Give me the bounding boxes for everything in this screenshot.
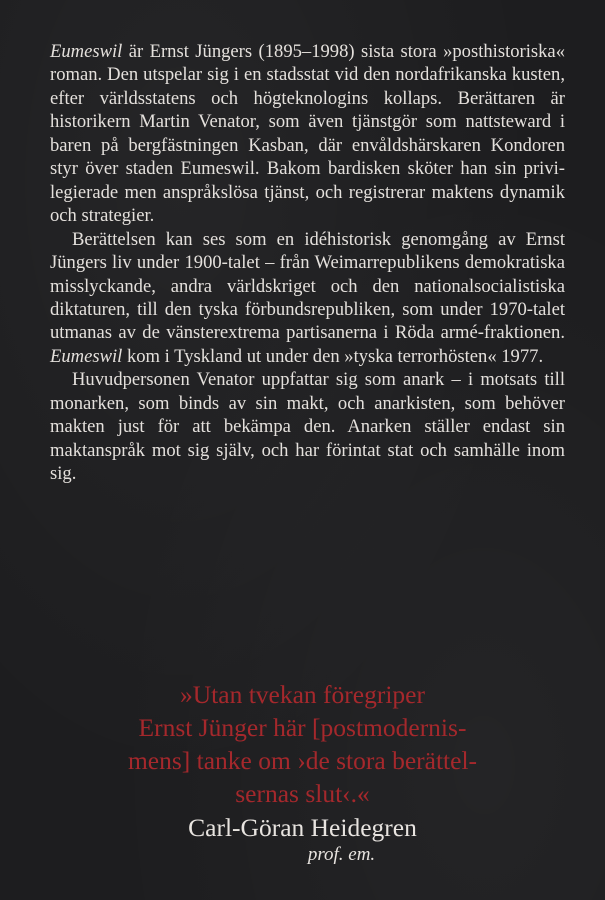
blurb-paragraph-2-tail: kom i Tyskland ut under den »tyska terrorhösten« 1977. <box>122 345 544 367</box>
blurb-paragraph-2 <box>50 228 565 369</box>
blurb-paragraph-1 <box>50 40 565 228</box>
blurb-paragraph-2-text: Berättelsen kan ses som en idéhistorisk genomgång av Ernst Jüngers liv under 1900-talet – från Weimarrepublikens demokratiska misslyckande, andra världskriget och den nationalsocialistiska diktaturen, till den tyska förbundsrepubliken, som under 1970-talet utmanas av de vänsterextrema partisanerna i Röda armé-fraktionen. <box>50 228 565 344</box>
quote-line: Ernst Jünger här [postmodernis- <box>138 713 467 742</box>
quote-attribution <box>0 813 605 867</box>
quote-author-title: prof. em. <box>307 844 376 865</box>
book-title-italic: Eumeswil <box>50 345 123 367</box>
book-title-italic: Eumeswil <box>50 41 123 62</box>
quote-line: mens] tanke om ›de stora berättel- <box>127 746 478 775</box>
quote-line: sernas slut‹.« <box>235 779 370 808</box>
blurb-paragraph-3-text: Huvudpersonen Venator uppfattar sig som anark – i motsats till monarken, som binds av sin makt, och anarkisten, som behöver makten just för att bekämpa den. Anarken ställer endast sin maktanspråk mot sig själv, och har förintat stat och samhälle inom sig. <box>50 369 565 485</box>
review-quote <box>0 678 605 810</box>
quote-author: Carl-Göran Heidegren <box>188 813 417 842</box>
blurb-paragraph-3 <box>50 368 565 485</box>
blurb-paragraph-1-text: är Ernst Jüngers (1895–1998) sista stora »posthistoriska« roman. Den utspelar sig i en stadsstat vid den nordafrikanska kusten, efter världsstatens och högteknologins kollaps. Berättaren är historikern Martin Venator, som även tjänstgör som nattsteward i baren på bergfästningen Kasban, där envåldshärskaren Kondoren styr över staden Eumeswil. Bakom bardisken sköter han sin privilegierade men anspråkslösa tjänst, och registrerar maktens dynamik och strategier. <box>50 41 565 227</box>
blurb-text <box>50 40 565 486</box>
quote-line: »Utan tvekan föregriper <box>180 680 425 709</box>
